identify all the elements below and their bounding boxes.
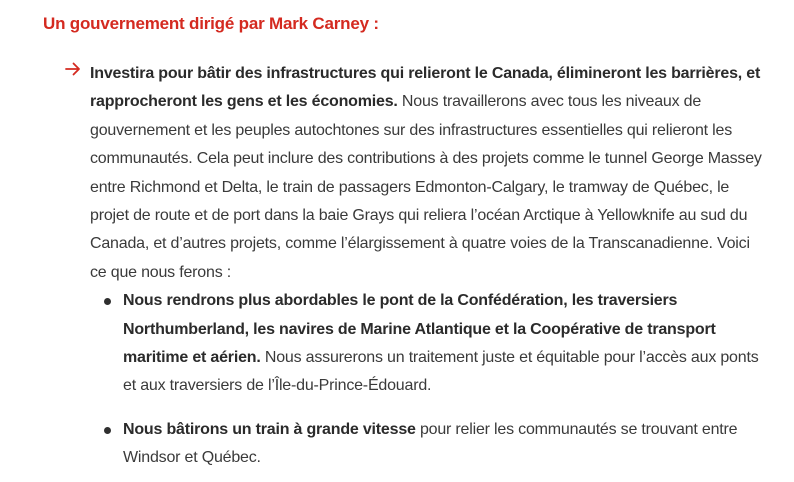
list-item <box>90 287 764 401</box>
policy-item-bold: Investira pour bâtir des infrastructures qui relieront le Canada, élimineront les barrières, et rapprocheront les gens et les économies. <box>90 65 761 111</box>
list-item <box>90 416 764 473</box>
list-item-bold: Nous rendrons plus abordables le pont de la Confédération, les traversiers Northumberland, les navires de Marine Atlantique et la Coopérative de transport maritime et aérien. <box>123 292 716 367</box>
bullet-icon <box>104 427 111 434</box>
arrow-right-icon <box>64 60 82 78</box>
list-item-bold: Nous bâtirons un train à grande vitesse <box>123 420 416 438</box>
sub-list <box>90 287 764 472</box>
policy-item-text <box>90 60 764 287</box>
section-heading: Un gouvernement dirigé par Mark Carney : <box>43 14 379 33</box>
list-item-body: Nous assurerons un traitement juste et équitable pour l’accès aux ponts et aux traversiers de l’Île-du-Prince-Édouard. <box>123 349 759 395</box>
policy-item <box>64 60 764 473</box>
list-item-body: pour relier les communautés se trouvant entre Windsor et Québec. <box>123 420 738 467</box>
policy-item-body: Nous travaillerons avec tous les niveaux de gouvernement et les peuples autochtones sur des infrastructures essentielles qui relieront les communautés. Cela peut inclure des contributions à des projets comme le tunnel George Massey entre Richmond et Delta, le train de passagers Edmonton-Calgary, le tramway de Québec, le projet de route et de port dans la baie Grays qui reliera l’océan Arctique à Yellowknife au sud du Canada, et d’autres projets, comme l’élargissement à quatre voies de la Transcanadienne. Voici ce que nous ferons : <box>90 93 762 281</box>
bullet-icon <box>104 298 111 305</box>
